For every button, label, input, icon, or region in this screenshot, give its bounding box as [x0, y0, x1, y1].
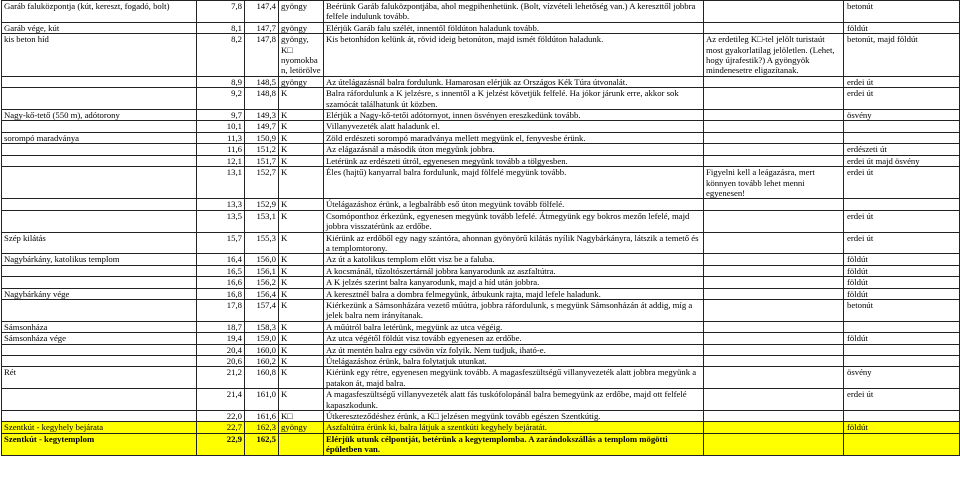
- surface-cell: földút: [844, 288, 960, 299]
- distance-cell: 158,3: [245, 321, 279, 332]
- km-cell: 16,5: [197, 265, 245, 276]
- description-cell: Kis betonhídon kelünk át, rövid ideig betonúton, majd ismét földúton haladunk.: [324, 34, 704, 77]
- description-cell: Az út mentén balra egy csövön víz folyik. Nem tudjuk, iható-e.: [324, 344, 704, 355]
- table-row: [2, 110, 960, 121]
- distance-cell: 156,0: [245, 254, 279, 265]
- note-cell: [704, 389, 844, 411]
- km-cell: 15,7: [197, 232, 245, 254]
- surface-cell: erdei út: [844, 76, 960, 87]
- description-cell: Elérjük a Nagy-kő-tetői adótornyot, innen ösvényen ereszkedünk tovább.: [324, 110, 704, 121]
- note-cell: [704, 422, 844, 433]
- description-cell: Balra ráfordulunk a K jelzésre, s innentől a K jelzést követjük felfelé. Ha jókor járunk erre, akkor sok szamócát találhatunk út közben.: [324, 88, 704, 110]
- description-cell: Éles (hajtű) kanyarral balra fordulunk, majd fölfelé megyünk tovább.: [324, 167, 704, 199]
- km-cell: 13,1: [197, 167, 245, 199]
- distance-cell: 155,3: [245, 232, 279, 254]
- note-cell: [704, 22, 844, 33]
- place-cell: [2, 167, 197, 199]
- marker-cell: K: [279, 344, 324, 355]
- route-table-body: [2, 1, 960, 456]
- surface-cell: erdei út: [844, 167, 960, 199]
- km-cell: 17,8: [197, 299, 245, 321]
- description-cell: Útkereszteződéshez érünk, a K□ jelzésen megyünk tovább egészen Szentkútig.: [324, 411, 704, 422]
- distance-cell: 152,9: [245, 199, 279, 210]
- description-cell: Az elágazásnál a második úton megyünk jobbra.: [324, 144, 704, 155]
- marker-cell: K: [279, 367, 324, 389]
- table-row: [2, 34, 960, 77]
- km-cell: 11,6: [197, 144, 245, 155]
- table-row: [2, 144, 960, 155]
- km-cell: 8,2: [197, 34, 245, 77]
- distance-cell: 150,9: [245, 132, 279, 143]
- note-cell: [704, 254, 844, 265]
- distance-cell: 149,3: [245, 110, 279, 121]
- place-cell: Nagy-kő-tető (550 m), adótorony: [2, 110, 197, 121]
- km-cell: 13,5: [197, 210, 245, 232]
- km-cell: 21,2: [197, 367, 245, 389]
- surface-cell: [844, 121, 960, 132]
- marker-cell: gyöngy: [279, 76, 324, 87]
- surface-cell: [844, 344, 960, 355]
- marker-cell: K: [279, 210, 324, 232]
- table-row: [2, 155, 960, 166]
- distance-cell: 147,7: [245, 22, 279, 33]
- km-cell: 7,8: [197, 1, 245, 23]
- surface-cell: földút: [844, 333, 960, 344]
- table-row: [2, 333, 960, 344]
- km-cell: 9,7: [197, 110, 245, 121]
- surface-cell: [844, 132, 960, 143]
- surface-cell: [844, 433, 960, 455]
- surface-cell: földút: [844, 22, 960, 33]
- distance-cell: 157,4: [245, 299, 279, 321]
- km-cell: 8,9: [197, 76, 245, 87]
- surface-cell: [844, 411, 960, 422]
- place-cell: Szentkút - kegytemplom: [2, 433, 197, 455]
- surface-cell: földút: [844, 422, 960, 433]
- table-row: [2, 210, 960, 232]
- surface-cell: betonút: [844, 299, 960, 321]
- surface-cell: erdei út: [844, 210, 960, 232]
- km-cell: 22,0: [197, 411, 245, 422]
- place-cell: [2, 277, 197, 288]
- table-row: [2, 411, 960, 422]
- marker-cell: K: [279, 265, 324, 276]
- surface-cell: [844, 321, 960, 332]
- place-cell: [2, 389, 197, 411]
- table-row: [2, 277, 960, 288]
- surface-cell: betonút, majd földút: [844, 34, 960, 77]
- distance-cell: 160,2: [245, 356, 279, 367]
- description-cell: Elérjük utunk célpontját, betérünk a kegytemplomba. A zarándokszállás a templom mögötti épületben van.: [324, 433, 704, 455]
- km-cell: 19,4: [197, 333, 245, 344]
- place-cell: Garáb faluközpontja (kút, kereszt, fogadó, bolt): [2, 1, 197, 23]
- note-cell: [704, 367, 844, 389]
- marker-cell: K: [279, 288, 324, 299]
- table-row: [2, 121, 960, 132]
- marker-cell: gyöngy: [279, 422, 324, 433]
- place-cell: [2, 210, 197, 232]
- note-cell: [704, 132, 844, 143]
- marker-cell: gyöngy: [279, 22, 324, 33]
- description-cell: Útelágazáshoz érünk, a legbalrább eső úton megyünk tovább fölfelé.: [324, 199, 704, 210]
- km-cell: 13,3: [197, 199, 245, 210]
- note-cell: [704, 76, 844, 87]
- table-row: [2, 367, 960, 389]
- description-cell: Az út a katolikus templom előtt visz be a faluba.: [324, 254, 704, 265]
- distance-cell: 151,7: [245, 155, 279, 166]
- note-cell: [704, 110, 844, 121]
- marker-cell: gyöngy: [279, 1, 324, 23]
- km-cell: 10,1: [197, 121, 245, 132]
- table-row: [2, 299, 960, 321]
- place-cell: [2, 265, 197, 276]
- marker-cell: K: [279, 321, 324, 332]
- km-cell: 22,7: [197, 422, 245, 433]
- distance-cell: 162,5: [245, 433, 279, 455]
- note-cell: Az erdetileg K□-tel jelölt turistaút most gyakorlatilag jelöletlen. (Lehet, hogy újrafestik?) A gyöngyök mindenesetre eligazítanak.: [704, 34, 844, 77]
- place-cell: [2, 121, 197, 132]
- table-row: [2, 167, 960, 199]
- table-row: [2, 1, 960, 23]
- note-cell: [704, 344, 844, 355]
- km-cell: 11,3: [197, 132, 245, 143]
- distance-cell: 161,6: [245, 411, 279, 422]
- description-cell: Villanyvezeték alatt haladunk el.: [324, 121, 704, 132]
- surface-cell: [844, 356, 960, 367]
- description-cell: A kocsmánál, tűzoltószertárnál jobbra kanyarodunk az aszfaltútra.: [324, 265, 704, 276]
- table-row: [2, 356, 960, 367]
- table-row: [2, 254, 960, 265]
- description-cell: A keresztnél balra a dombra felmegyünk, átbukunk rajta, majd lefele haladunk.: [324, 288, 704, 299]
- place-cell: [2, 144, 197, 155]
- description-cell: A K jelzés szerint balra kanyarodunk, majd a híd után jobbra.: [324, 277, 704, 288]
- note-cell: [704, 433, 844, 455]
- place-cell: sorompó maradványa: [2, 132, 197, 143]
- marker-cell: K: [279, 299, 324, 321]
- marker-cell: K: [279, 155, 324, 166]
- distance-cell: 149,7: [245, 121, 279, 132]
- marker-cell: K: [279, 199, 324, 210]
- km-cell: 21,4: [197, 389, 245, 411]
- km-cell: 18,7: [197, 321, 245, 332]
- marker-cell: K: [279, 132, 324, 143]
- place-cell: Rét: [2, 367, 197, 389]
- description-cell: Aszfaltútra érünk ki, balra látjuk a szentkúti kegyhely bejáratát.: [324, 422, 704, 433]
- place-cell: Nagybárkány vége: [2, 288, 197, 299]
- distance-cell: 160,0: [245, 344, 279, 355]
- marker-cell: K: [279, 389, 324, 411]
- description-cell: Kiérkezünk a Sámsonházára vezető műútra, jobbra ráfordulunk, s megyünk Sámsonházán át addig, míg a jelek balra nem irányítanak.: [324, 299, 704, 321]
- description-cell: Az utca végétől földút visz tovább egyenesen az erdőbe.: [324, 333, 704, 344]
- table-row: [2, 88, 960, 110]
- description-cell: Beérünk Garáb faluközpontjába, ahol megpihenhetünk. (Bolt, vízvételi lehetőség van.) A kereszttől jobbra felfele indulunk tovább.: [324, 1, 704, 23]
- table-row: [2, 199, 960, 210]
- table-row: [2, 232, 960, 254]
- place-cell: [2, 155, 197, 166]
- place-cell: Szép kilátás: [2, 232, 197, 254]
- surface-cell: ösvény: [844, 367, 960, 389]
- surface-cell: erdei út majd ösvény: [844, 155, 960, 166]
- marker-cell: K: [279, 144, 324, 155]
- distance-cell: 156,4: [245, 288, 279, 299]
- table-row: [2, 265, 960, 276]
- surface-cell: betonút: [844, 1, 960, 23]
- place-cell: Garáb vége, kút: [2, 22, 197, 33]
- description-cell: Elérjük Garáb falu szélét, innentől földúton haladunk tovább.: [324, 22, 704, 33]
- distance-cell: 160,8: [245, 367, 279, 389]
- distance-cell: 161,0: [245, 389, 279, 411]
- surface-cell: erdei út: [844, 88, 960, 110]
- marker-cell: K: [279, 333, 324, 344]
- km-cell: 16,6: [197, 277, 245, 288]
- distance-cell: 162,3: [245, 422, 279, 433]
- place-cell: Sámsonháza: [2, 321, 197, 332]
- surface-cell: erdei út: [844, 232, 960, 254]
- place-cell: [2, 88, 197, 110]
- table-row: [2, 76, 960, 87]
- surface-cell: földút: [844, 265, 960, 276]
- km-cell: 22,9: [197, 433, 245, 455]
- description-cell: Zöld erdészeti sorompó maradványa mellett megyünk el, fenyvesbe érünk.: [324, 132, 704, 143]
- place-cell: [2, 76, 197, 87]
- distance-cell: 152,7: [245, 167, 279, 199]
- distance-cell: 151,2: [245, 144, 279, 155]
- surface-cell: [844, 199, 960, 210]
- note-cell: [704, 411, 844, 422]
- note-cell: [704, 121, 844, 132]
- surface-cell: földút: [844, 277, 960, 288]
- table-row: [2, 22, 960, 33]
- km-cell: 16,4: [197, 254, 245, 265]
- km-cell: 20,6: [197, 356, 245, 367]
- place-cell: [2, 411, 197, 422]
- note-cell: [704, 265, 844, 276]
- place-cell: [2, 299, 197, 321]
- km-cell: 20,4: [197, 344, 245, 355]
- table-row: [2, 321, 960, 332]
- distance-cell: 148,8: [245, 88, 279, 110]
- place-cell: [2, 356, 197, 367]
- note-cell: [704, 199, 844, 210]
- note-cell: [704, 288, 844, 299]
- surface-cell: erdészeti út: [844, 144, 960, 155]
- distance-cell: 147,4: [245, 1, 279, 23]
- note-cell: [704, 144, 844, 155]
- table-row: [2, 389, 960, 411]
- distance-cell: 156,1: [245, 265, 279, 276]
- km-cell: 16,8: [197, 288, 245, 299]
- table-row: [2, 132, 960, 143]
- note-cell: [704, 88, 844, 110]
- description-cell: Útelágazáshoz érünk, balra folytatjuk utunkat.: [324, 356, 704, 367]
- note-cell: [704, 299, 844, 321]
- note-cell: [704, 321, 844, 332]
- note-cell: [704, 277, 844, 288]
- distance-cell: 147,8: [245, 34, 279, 77]
- note-cell: [704, 155, 844, 166]
- marker-cell: K: [279, 232, 324, 254]
- note-cell: [704, 333, 844, 344]
- marker-cell: K□: [279, 411, 324, 422]
- km-cell: 8,1: [197, 22, 245, 33]
- description-cell: Letérünk az erdészeti útról, egyenesen megyünk tovább a tölgyesben.: [324, 155, 704, 166]
- table-row: [2, 433, 960, 455]
- marker-cell: K: [279, 254, 324, 265]
- surface-cell: földút: [844, 254, 960, 265]
- table-row: [2, 288, 960, 299]
- place-cell: kis beton híd: [2, 34, 197, 77]
- surface-cell: erdei út: [844, 389, 960, 411]
- marker-cell: [279, 433, 324, 455]
- route-table: [1, 0, 960, 456]
- place-cell: [2, 199, 197, 210]
- description-cell: Kiérünk az erdőből egy nagy szántóra, ahonnan gyönyörű kilátás nyílik Nagybárkányra, látszik a temető és a templomtorony.: [324, 232, 704, 254]
- place-cell: [2, 344, 197, 355]
- marker-cell: K: [279, 110, 324, 121]
- distance-cell: 148,5: [245, 76, 279, 87]
- description-cell: A magasfeszültségű villanyvezeték alatt fás tuskófolopánál balra bemegyünk az erdőbe, majd ott felfelé kapaszkodunk.: [324, 389, 704, 411]
- place-cell: Sámsonháza vége: [2, 333, 197, 344]
- description-cell: Az útelágazásnál balra fordulunk. Hamarosan elérjük az Országos Kék Túra útvonalát.: [324, 76, 704, 87]
- note-cell: [704, 210, 844, 232]
- marker-cell: gyöngy, K□ nyomokba n, letörölve: [279, 34, 324, 77]
- distance-cell: 153,1: [245, 210, 279, 232]
- marker-cell: K: [279, 121, 324, 132]
- table-row: [2, 422, 960, 433]
- note-cell: [704, 232, 844, 254]
- description-cell: Kiérünk egy rétre, egyenesen megyünk tovább. A magasfeszültségű villanyvezeték alatt jobbra megyünk a patakon át, majd balra.: [324, 367, 704, 389]
- distance-cell: 156,2: [245, 277, 279, 288]
- distance-cell: 159,0: [245, 333, 279, 344]
- note-cell: [704, 356, 844, 367]
- note-cell: Figyelni kell a leágazásra, mert könnyen tovább lehet menni egyenesen!: [704, 167, 844, 199]
- note-cell: [704, 1, 844, 23]
- description-cell: Csomóponthoz érkezünk, egyenesen megyünk tovább lefelé. Átmegyünk egy bokros mezőn lefelé, majd jobbra visszatérünk az erdőbe.: [324, 210, 704, 232]
- marker-cell: K: [279, 356, 324, 367]
- table-row: [2, 344, 960, 355]
- place-cell: Szentkút - kegyhely bejárata: [2, 422, 197, 433]
- km-cell: 12,1: [197, 155, 245, 166]
- marker-cell: K: [279, 88, 324, 110]
- km-cell: 9,2: [197, 88, 245, 110]
- description-cell: A műútról balra letérünk, megyünk az utca végéig.: [324, 321, 704, 332]
- marker-cell: K: [279, 167, 324, 199]
- place-cell: Nagybárkány, katolikus templom: [2, 254, 197, 265]
- surface-cell: ösvény: [844, 110, 960, 121]
- marker-cell: K: [279, 277, 324, 288]
